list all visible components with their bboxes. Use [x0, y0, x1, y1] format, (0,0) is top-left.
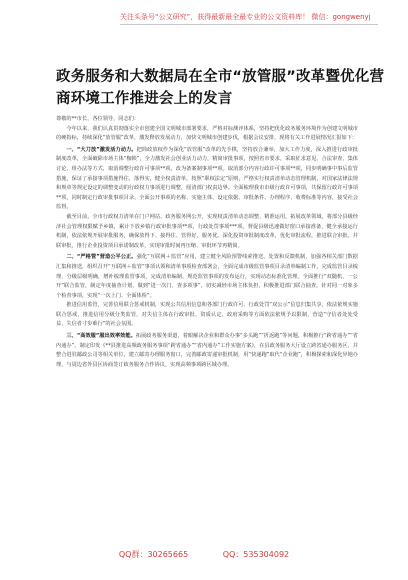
footer-qq: QQ：535304092: [222, 550, 290, 559]
section-2-paragraph-2: 推进信用监管，完善信用联合惩戒机制，实现公共信用信息和各部门行政许可、行政处罚“双公示”信息归集共享，依法依规实施联合惩戒，推进信用分级分类监管，对失信主体在行政审批、资质认定、政府采购等方面依法依规予以限制，营造“守信者处处受益、失信者寸步难行”的社会氛围。: [56, 302, 358, 328]
footer-contact: [0, 549, 408, 560]
section-3-text: 拓展政务服务渠道，着眼解决企业和群众办事“多头跑”“折返跑”等问题，积极推行“跨省通办”“省内通办”，制定印发《**县推进高频政务服务事项“跨省通办”“省内通办”工作实施方案》，在县政务服务大厅设立跨省通办服务区，并整合进驻邮政公司等相关单位，建立邮寄办理服务窗口，完善邮政寄递审批机制，用“快递跑”取代“企业跑”，积极探索和深化异地办理，与周边省外县区协商签订政务服务合作协议，实现高频事项跨区域办理。: [56, 333, 358, 368]
document-body: [56, 115, 358, 370]
section-1-paragraph-2: 截至目前，全市行政权力清单在门户网站、政务服务网公开，实现权责清单动态调整、精准运用。拓展改革领域，将部分县级经济社会管理权限赋予乡镇，累计下放乡镇行政审批事项**项，行政处罚事项***项。督促县级迅速做好窗口承接准备，健全承接运行机制，依法依规开展审批服务，确保放得下、接得住、管得好、服务优。深化投资审批制度改革，优化审批流程，推进联合审批、并联审批，推行企业投资项目承诺制改革，实现审批时间再压缩、审批环节再精简。: [56, 213, 358, 249]
header-banner: 关注头条号“公文研究”，获得最新最全最专业的公文资料库！ 微信：gongwenyj: [120, 11, 378, 25]
intro-paragraph: 今年以来，我们认真贯彻落实全市创建全国文明城市部署要求，严格对标测评体系，坚持把优化政务服务环境作为创建文明城市的硬指标，持续深化“放管服”改革，激发释放发展动力，加快文明城市创建步伐，根据会议安排，现将有关工作进展情况汇报如下：: [56, 125, 358, 142]
section-2-text: 强化“互联网＋监管”应用，建立健全风险预警线索推送、处置和反馈机制，加强各相关部门数据汇集和推送，组织召开“互联网＋监管”事项认领和清单事项检查部署会，全面完成市级监管事项目录清单编制工作，完成监管目录梳理、分级层级明确，增补梳理监管事项，完成清单编制、规范监管事项的发布运行，实现动态标准化管理。全面推行“双随机、一公开”联合监管，制定年度抽查计划，做到“进一次门、查多项事”，切实减轻市场主体负担，积极推进部门联合抽查，针对同一对象多个检查事项，实现“一次上门、全面体检”。: [56, 254, 358, 299]
section-2-paragraph: [56, 253, 358, 301]
title-line-2: 商环境工作推进会上的发言: [56, 91, 233, 107]
greeting: 尊敬的**市长、各位领导，同志们：: [56, 116, 140, 122]
document-title: [56, 66, 385, 110]
section-1-paragraph: [56, 146, 358, 213]
section-1-heading: 一、“大刀放”激发活力动力。: [66, 146, 137, 153]
footer-qq-group: QQ群：30265665: [118, 550, 189, 559]
section-3-paragraph: [56, 332, 358, 370]
section-1-text: 把简政放权作为深化“放管服”改革的先手棋，坚持放合兼举，加大工作力度，深入推进行政审批制度改革，全面破除市场主体“枷锁”，全力激发社会创业活力动力，精简审批事项，按照省市要求，采取征求意见、合法审查、集体讨论、组办法等方式，取消调整行政许可事项**项，改为备案制事项**项。取消部分内容行政许可事项**项，同步明确事中事后监管措施，保证了承接事项措施得住，落得实，健全权责清单，按照“职权法定”原则，严格实行权责清单动态管理机制，对国家法律法规和规章等规定设定的调整变动的行政权力事项进行调整，厘清部门权责边界。全面梳理我市市级行政许可事项，共保留行政许可事项**项，同时制定行政审批事项目录，全面公开事项的名称、实施主体、设定依据、审批条件、办理程序、收费标准等内容，接受社会监督。: [56, 146, 358, 211]
section-3-heading: 三、“高效服”服出效率效能。: [66, 333, 136, 340]
section-2-heading: 二、“严格管”营造公平公正。: [66, 254, 137, 261]
title-line-1: 政务服务和大数据局在全市“放管服”改革暨优化营: [56, 69, 385, 85]
